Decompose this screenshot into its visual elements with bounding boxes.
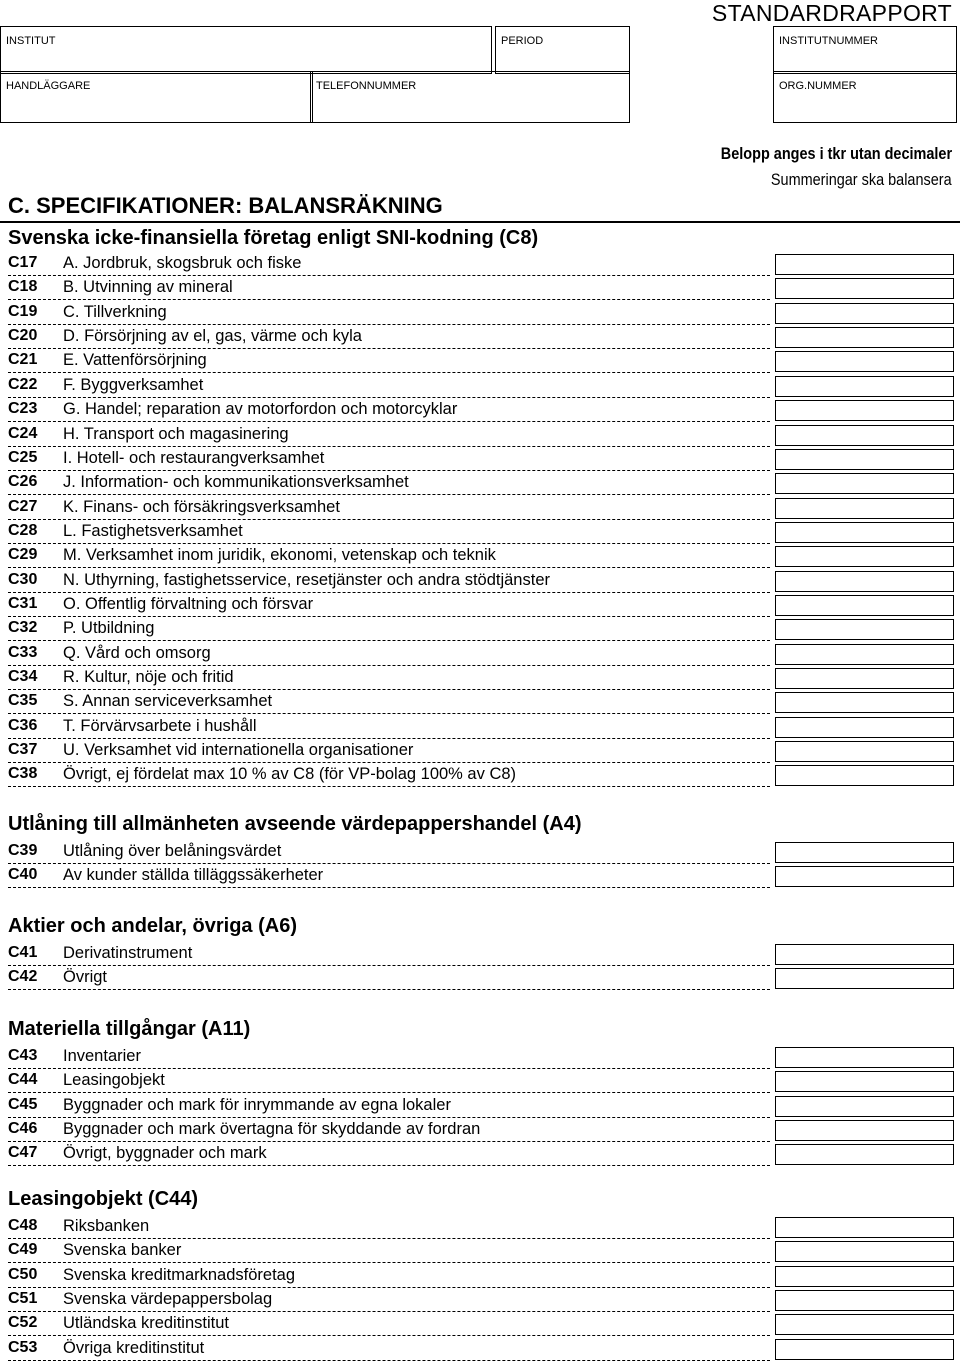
group-title-a4: Utlåning till allmänheten avseende värdepappershandel (A4) xyxy=(8,813,582,835)
institutnummer-field[interactable] xyxy=(773,26,957,74)
row-code: C26 xyxy=(8,473,38,491)
amount-input[interactable] xyxy=(775,449,954,470)
row-label: G. Handel; reparation av motorfordon och motorcyklar xyxy=(63,400,458,419)
form-row xyxy=(0,1290,960,1314)
institutnummer-label: INSTITUTNUMMER xyxy=(779,35,878,47)
form-row xyxy=(0,571,960,595)
amount-input[interactable] xyxy=(775,498,954,519)
dotted-leader-line xyxy=(8,1117,770,1118)
dotted-leader-line xyxy=(8,689,770,690)
amount-input[interactable] xyxy=(775,1290,954,1311)
amount-input[interactable] xyxy=(775,400,954,421)
form-row xyxy=(0,351,960,375)
form-row xyxy=(0,1241,960,1265)
amount-input[interactable] xyxy=(775,1047,954,1068)
group-title-c8: Svenska icke-finansiella företag enligt SNI-kodning (C8) xyxy=(8,227,539,249)
row-label: S. Annan serviceverksamhet xyxy=(63,692,273,711)
amount-input[interactable] xyxy=(775,866,954,887)
row-code: C32 xyxy=(8,619,38,637)
row-label: L. Fastighetsverksamhet xyxy=(63,521,243,540)
row-label: I. Hotell- och restaurangverksamhet xyxy=(63,448,325,467)
dotted-leader-line xyxy=(8,1165,770,1166)
dotted-leader-line xyxy=(8,1068,770,1069)
dotted-leader-line xyxy=(8,965,770,966)
row-code: C46 xyxy=(8,1120,38,1137)
form-row xyxy=(0,644,960,668)
amount-input[interactable] xyxy=(775,1314,954,1335)
section-divider xyxy=(0,221,960,223)
dotted-leader-line xyxy=(8,348,770,349)
row-code: C48 xyxy=(8,1217,38,1234)
row-label: Svenska värdepappersbolag xyxy=(63,1290,273,1308)
row-label: K. Finans- och försäkringsverksamhet xyxy=(63,497,340,516)
form-row xyxy=(0,449,960,473)
dotted-leader-line xyxy=(8,1311,770,1312)
form-row xyxy=(0,1314,960,1338)
form-row xyxy=(0,278,960,302)
form-row xyxy=(0,692,960,716)
dotted-leader-line xyxy=(8,543,770,544)
form-row xyxy=(0,376,960,400)
row-label: Övrigt xyxy=(63,968,108,987)
form-row xyxy=(0,1144,960,1168)
form-row xyxy=(0,1217,960,1241)
row-code: C27 xyxy=(8,497,38,515)
dotted-leader-line xyxy=(8,1360,770,1361)
row-label: Inventarier xyxy=(63,1047,141,1065)
dotted-leader-line xyxy=(8,397,770,398)
form-row xyxy=(0,1096,960,1120)
amount-input[interactable] xyxy=(775,619,954,640)
form-row xyxy=(0,498,960,522)
row-code: C17 xyxy=(8,254,38,271)
row-label: Byggnader och mark övertagna för skyddande av fordran xyxy=(63,1120,481,1138)
row-label: Svenska banker xyxy=(63,1241,182,1260)
amount-input[interactable] xyxy=(775,1120,954,1141)
group-title-c44: Leasingobjekt (C44) xyxy=(8,1188,199,1210)
row-label: Utländska kreditinstitut xyxy=(63,1314,229,1333)
form-row xyxy=(0,968,960,992)
section-title: C. SPECIFIKATIONER: BALANSRÄKNING xyxy=(8,193,443,218)
form-row xyxy=(0,842,960,866)
group-title-a6: Aktier och andelar, övriga (A6) xyxy=(8,915,297,937)
form-row xyxy=(0,1266,960,1290)
row-code: C53 xyxy=(8,1338,38,1356)
row-code: C20 xyxy=(8,327,38,345)
dotted-leader-line xyxy=(8,421,770,422)
amount-input[interactable] xyxy=(775,522,954,543)
form-row xyxy=(0,668,960,692)
row-code: C29 xyxy=(8,546,38,564)
dotted-leader-line xyxy=(8,640,770,641)
row-label: A. Jordbruk, skogsbruk och fiske xyxy=(63,254,302,272)
row-label: Derivatinstrument xyxy=(63,944,193,962)
dotted-leader-line xyxy=(8,494,770,495)
row-code: C41 xyxy=(8,944,38,961)
row-code: C23 xyxy=(8,400,38,418)
group-title-a11: Materiella tillgångar (A11) xyxy=(8,1018,251,1040)
dotted-leader-line xyxy=(8,275,770,276)
dotted-leader-line xyxy=(8,299,770,300)
amount-input[interactable] xyxy=(775,376,954,397)
row-code: C44 xyxy=(8,1071,38,1089)
row-code: C19 xyxy=(8,302,38,320)
amount-input[interactable] xyxy=(775,1339,954,1360)
row-code: C52 xyxy=(8,1314,38,1332)
row-label: Svenska kreditmarknadsföretag xyxy=(63,1265,296,1284)
dotted-leader-line xyxy=(8,887,770,888)
dotted-leader-line xyxy=(8,1092,770,1093)
form-row xyxy=(0,741,960,765)
row-code: C21 xyxy=(8,351,38,369)
row-code: C35 xyxy=(8,692,38,710)
row-code: C39 xyxy=(8,842,38,859)
dotted-leader-line xyxy=(8,989,770,990)
amount-input[interactable] xyxy=(775,644,954,665)
amount-input[interactable] xyxy=(775,303,954,324)
form-row xyxy=(0,425,960,449)
row-code: C50 xyxy=(8,1265,38,1283)
amount-input[interactable] xyxy=(775,1241,954,1262)
amount-input[interactable] xyxy=(775,327,954,348)
amount-input[interactable] xyxy=(775,1266,954,1287)
form-row xyxy=(0,765,960,789)
dotted-leader-line xyxy=(8,1262,770,1263)
institut-field[interactable] xyxy=(0,26,492,74)
amount-input[interactable] xyxy=(775,668,954,689)
form-row xyxy=(0,1120,960,1144)
row-label: N. Uthyrning, fastighetsservice, resetjänster och andra stödtjänster xyxy=(63,570,550,589)
row-label: Byggnader och mark för inrymmande av egna lokaler xyxy=(63,1095,451,1114)
dotted-leader-line xyxy=(8,372,770,373)
row-label: Riksbanken xyxy=(63,1217,150,1235)
row-label: E. Vattenförsörjning xyxy=(63,351,207,370)
row-code: C45 xyxy=(8,1095,38,1113)
dotted-leader-line xyxy=(8,519,770,520)
dotted-leader-line xyxy=(8,592,770,593)
dotted-leader-line xyxy=(8,470,770,471)
row-label: H. Transport och magasinering xyxy=(63,424,289,443)
dotted-leader-line xyxy=(8,786,770,787)
form-row xyxy=(0,1047,960,1071)
amount-input[interactable] xyxy=(775,546,954,567)
row-label: J. Information- och kommunikationsverksamhet xyxy=(63,473,409,492)
telefonnummer-label: TELEFONNUMMER xyxy=(316,80,417,92)
row-code: C49 xyxy=(8,1241,38,1259)
dotted-leader-line xyxy=(8,1238,770,1239)
row-code: C30 xyxy=(8,570,38,588)
row-label: C. Tillverkning xyxy=(63,302,167,321)
dotted-leader-line xyxy=(8,567,770,568)
summering-note: Summeringar ska balansera xyxy=(771,170,952,189)
report-title: STANDARDRAPPORT xyxy=(711,0,952,26)
row-code: C33 xyxy=(8,643,38,661)
amount-input[interactable] xyxy=(775,425,954,446)
amount-input[interactable] xyxy=(775,717,954,738)
row-label: M. Verksamhet inom juridik, ekonomi, vetenskap och teknik xyxy=(63,546,496,565)
dotted-leader-line xyxy=(8,738,770,739)
row-code: C18 xyxy=(8,278,38,296)
dotted-leader-line xyxy=(8,665,770,666)
row-code: C43 xyxy=(8,1047,38,1064)
amount-input[interactable] xyxy=(775,473,954,494)
row-code: C36 xyxy=(8,716,38,734)
form-row xyxy=(0,522,960,546)
row-code: C51 xyxy=(8,1290,38,1307)
form-row xyxy=(0,400,960,424)
institut-label: INSTITUT xyxy=(6,35,56,47)
amount-input[interactable] xyxy=(775,595,954,616)
form-row xyxy=(0,944,960,968)
dotted-leader-line xyxy=(8,1335,770,1336)
telefonnummer-field[interactable] xyxy=(310,71,630,123)
form-row xyxy=(0,254,960,278)
form-row xyxy=(0,327,960,351)
belopp-note: Belopp anges i tkr utan decimaler xyxy=(720,144,952,163)
period-field[interactable] xyxy=(495,26,630,74)
amount-input[interactable] xyxy=(775,1071,954,1092)
amount-input[interactable] xyxy=(775,351,954,372)
amount-input[interactable] xyxy=(775,571,954,592)
row-label: D. Försörjning av el, gas, värme och kyla xyxy=(63,327,362,346)
dotted-leader-line xyxy=(8,762,770,763)
row-code: C34 xyxy=(8,668,38,685)
handlaggare-label: HANDLÄGGARE xyxy=(6,80,91,92)
orgnummer-label: ORG.NUMMER xyxy=(779,80,857,92)
amount-input[interactable] xyxy=(775,1096,954,1117)
amount-input[interactable] xyxy=(775,1144,954,1165)
form-row xyxy=(0,473,960,497)
form-row xyxy=(0,303,960,327)
row-label: P. Utbildning xyxy=(63,619,155,638)
row-label: Övriga kreditinstitut xyxy=(63,1338,205,1357)
row-label: Utlåning över belåningsvärdet xyxy=(63,842,282,860)
row-label: O. Offentlig förvaltning och försvar xyxy=(63,594,314,613)
amount-input[interactable] xyxy=(775,968,954,989)
amount-input[interactable] xyxy=(775,944,954,965)
amount-input[interactable] xyxy=(775,765,954,786)
amount-input[interactable] xyxy=(775,692,954,713)
row-code: C28 xyxy=(8,521,38,539)
row-code: C40 xyxy=(8,866,38,884)
row-label: Av kunder ställda tilläggssäkerheter xyxy=(63,866,324,885)
form-row xyxy=(0,619,960,643)
form-row xyxy=(0,1339,960,1363)
row-code: C24 xyxy=(8,424,38,442)
amount-input[interactable] xyxy=(775,1217,954,1238)
row-code: C31 xyxy=(8,594,38,612)
dotted-leader-line xyxy=(8,324,770,325)
form-row xyxy=(0,1071,960,1095)
row-label: Övrigt, byggnader och mark xyxy=(63,1144,267,1163)
handlaggare-field[interactable] xyxy=(0,71,313,123)
row-label: Q. Vård och omsorg xyxy=(63,643,211,662)
row-label: U. Verksamhet vid internationella organisationer xyxy=(63,741,414,759)
amount-input[interactable] xyxy=(775,278,954,299)
row-label: Leasingobjekt xyxy=(63,1071,165,1090)
form-row xyxy=(0,717,960,741)
dotted-leader-line xyxy=(8,1141,770,1142)
row-label: F. Byggverksamhet xyxy=(63,375,204,394)
row-code: C42 xyxy=(8,968,38,986)
form-row xyxy=(0,595,960,619)
dotted-leader-line xyxy=(8,446,770,447)
dotted-leader-line xyxy=(8,1287,770,1288)
form-row xyxy=(0,866,960,890)
period-label: PERIOD xyxy=(501,35,544,47)
dotted-leader-line xyxy=(8,616,770,617)
row-label: T. Förvärvsarbete i hushåll xyxy=(63,716,257,735)
form-row xyxy=(0,546,960,570)
row-code: C25 xyxy=(8,448,38,466)
row-label: R. Kultur, nöje och fritid xyxy=(63,668,234,686)
row-code: C22 xyxy=(8,375,38,393)
dotted-leader-line xyxy=(8,863,770,864)
row-code: C38 xyxy=(8,765,38,783)
dotted-leader-line xyxy=(8,713,770,714)
amount-input[interactable] xyxy=(775,842,954,863)
orgnummer-field[interactable] xyxy=(773,71,957,123)
row-code: C47 xyxy=(8,1144,38,1162)
row-label: Övrigt, ej fördelat max 10 % av C8 (för VP-bolag 100% av C8) xyxy=(63,765,517,784)
amount-input[interactable] xyxy=(775,254,954,275)
row-label: B. Utvinning av mineral xyxy=(63,278,233,297)
amount-input[interactable] xyxy=(775,741,954,762)
row-code: C37 xyxy=(8,741,38,758)
